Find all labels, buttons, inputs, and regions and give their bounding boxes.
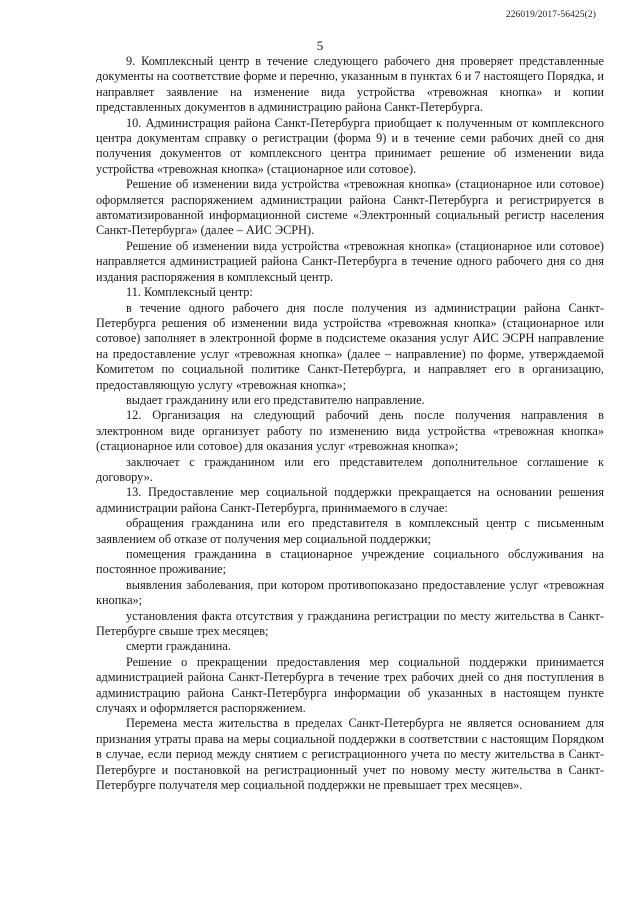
paragraph: 9. Комплексный центр в течение следующего рабочего дня проверяет представленные документы на соответствие форме и перечню, указанным в пунктах 6 и 7 настоящего Порядка, и направляет заявление на изменение вида устройства «тревожная кнопка» и копии представленных документов в администрацию района Санкт-Петербурга.	[96, 54, 604, 115]
paragraph: Перемена места жительства в пределах Санкт-Петербурга не является основанием для признания утраты права на меры социальной поддержки в соответствии с настоящим Порядком в случае, если период между снятием с регистрационного учета по месту жительства в Санкт-Петербурге и постановкой на регистрационный учет по новому месту жительства в Санкт-Петербурге получателя мер социальной поддержки не превышает трех месяцев».	[96, 716, 604, 793]
paragraph: заключает с гражданином или его представителем дополнительное соглашение к договору».	[96, 454, 604, 484]
page-number: 5	[316, 38, 324, 53]
paragraph: в течение одного рабочего дня после получения из администрации района Санкт-Петербурга решения об изменении вида устройства «тревожная кнопка» (стационарное или сотовое) заполняет в электронной форме в подсистеме оказания услуг АИС ЭСРН направление на предоставление услуг «тревожная кнопка» (далее – направление) по форме, утверждаемой Комитетом по социальной политике Санкт-Петербурга, и направляет его в организацию, предоставляющую услугу «тревожная кнопка»;	[96, 300, 604, 392]
paragraph: Решение о прекращении предоставления мер социальной поддержки принимается администрацией района Санкт-Петербурга в течение трех рабочих дней со дня поступления в администрацию района Санкт-Петербурга информации об указанных в настоящем пункте случаях и оформляется распоряжением.	[96, 654, 604, 716]
paragraph: установления факта отсутствия у гражданина регистрации по месту жительства в Санкт-Петербурге свыше трех месяцев;	[96, 608, 604, 639]
document-body	[96, 54, 604, 794]
paragraph: 11. Комплексный центр:	[126, 285, 253, 300]
paragraph: Решение об изменении вида устройства «тревожная кнопка» (стационарное или сотовое) направляется администрацией района Санкт-Петербурга в течение одного рабочего дня со дня издания распоряжения в комплексный центр.	[96, 238, 604, 284]
paragraph: смерти гражданина.	[126, 639, 231, 654]
paragraph: обращения гражданина или его представителя в комплексный центр с письменным заявлением об отказе от получения мер социальной поддержки;	[96, 516, 604, 546]
paragraph: помещения гражданина в стационарное учреждение социального обслуживания на постоянное проживание;	[96, 547, 604, 577]
paragraph: Решение об изменении вида устройства «тревожная кнопка» (стационарное или сотовое) оформляется распоряжением администрации района Санкт-Петербурга и регистрируется в автоматизированной информационной системе «Электронный социальный регистр населения Санкт-Петербурга» (далее – АИС ЭСРН).	[96, 177, 604, 238]
paragraph: выявления заболевания, при котором противопоказано предоставление услуг «тревожная кнопка»;	[96, 577, 604, 608]
paragraph: 12. Организация на следующий рабочий день после получения направления в электронном виде организует работу по изменению вида устройства «тревожная кнопка» (стационарное или сотовое) для оказания услуг «тревожная кнопка»;	[96, 408, 604, 454]
paragraph: 13. Предоставление мер социальной поддержки прекращается на основании решения администрации района Санкт-Петербурга, принимаемого в случае:	[96, 485, 604, 515]
paragraph: выдает гражданину или его представителю направление.	[126, 392, 425, 407]
paragraph: 10. Администрация района Санкт-Петербурга приобщает к полученным от комплексного центра документам справку о регистрации (форма 9) и в течение семи рабочих дней со дня получения документов от комплексного центра принимает решение об изменении вида устройства «тревожная кнопка» (стационарное или сотовое).	[96, 115, 604, 176]
document-id: 226019/2017-56425(2)	[505, 10, 596, 20]
